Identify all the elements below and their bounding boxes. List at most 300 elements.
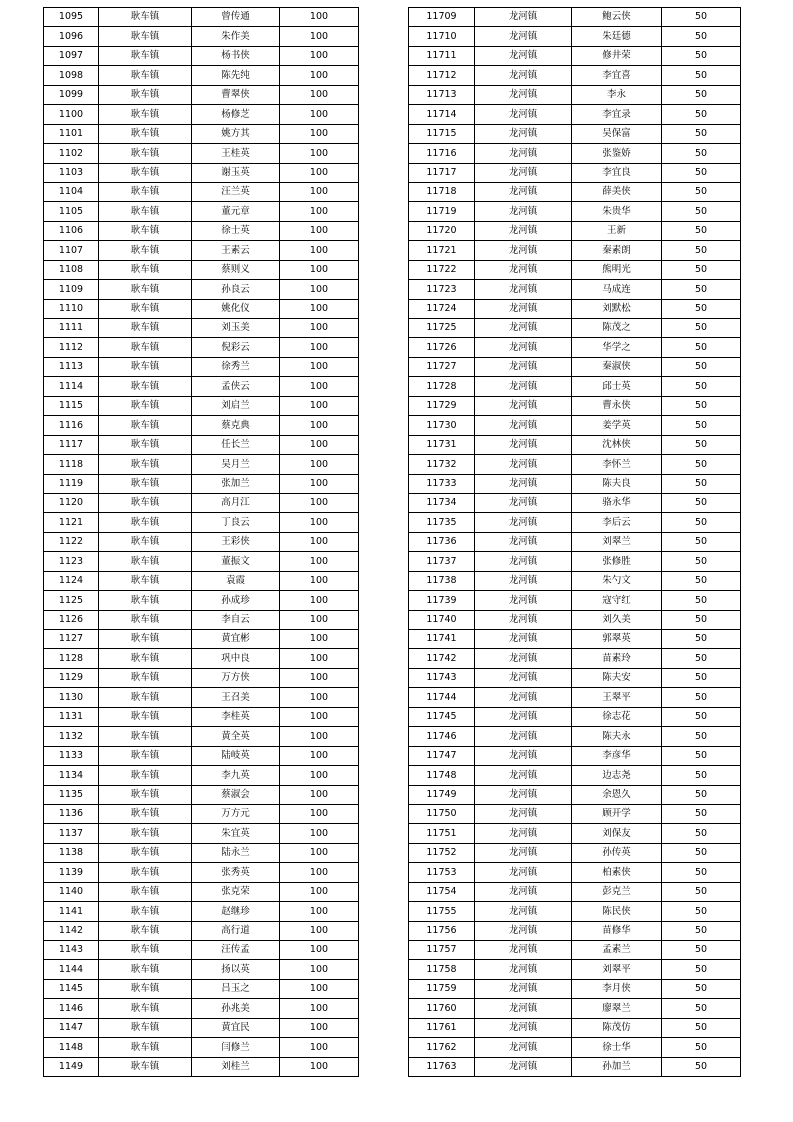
table-row	[44, 66, 359, 85]
town-cell: 龙河镇	[475, 999, 572, 1018]
amount-cell: 50	[662, 280, 741, 299]
name-cell: 修井荣	[572, 46, 662, 65]
amount-cell: 100	[280, 416, 359, 435]
name-cell: 朱廷德	[572, 27, 662, 46]
name-cell: 姜学英	[572, 416, 662, 435]
name-cell: 陈夫安	[572, 668, 662, 687]
name-cell: 华学之	[572, 338, 662, 357]
name-cell: 张鉴娇	[572, 144, 662, 163]
index-cell: 11740	[409, 610, 475, 629]
index-cell: 1117	[44, 435, 99, 454]
name-cell: 陈民侠	[572, 902, 662, 921]
town-cell: 龙河镇	[475, 416, 572, 435]
town-cell: 龙河镇	[475, 610, 572, 629]
table-row	[409, 1018, 741, 1037]
town-cell: 龙河镇	[475, 921, 572, 940]
name-cell: 朱作美	[192, 27, 280, 46]
name-cell: 顾开学	[572, 804, 662, 823]
index-cell: 11729	[409, 396, 475, 415]
table-row	[409, 552, 741, 571]
index-cell: 11714	[409, 105, 475, 124]
amount-cell: 50	[662, 338, 741, 357]
amount-cell: 50	[662, 493, 741, 512]
name-cell: 吴保富	[572, 124, 662, 143]
name-cell: 汪传孟	[192, 941, 280, 960]
amount-cell: 50	[662, 221, 741, 240]
index-cell: 1142	[44, 921, 99, 940]
table-row	[44, 707, 359, 726]
index-cell: 11738	[409, 571, 475, 590]
town-cell: 龙河镇	[475, 979, 572, 998]
name-cell: 吕玉之	[192, 979, 280, 998]
amount-cell: 100	[280, 1018, 359, 1037]
index-cell: 1149	[44, 1057, 99, 1076]
table-row	[409, 688, 741, 707]
table-row	[409, 319, 741, 338]
table-row	[409, 182, 741, 201]
index-cell: 11718	[409, 182, 475, 201]
amount-cell: 100	[280, 960, 359, 979]
name-cell: 李宜喜	[572, 66, 662, 85]
index-cell: 1140	[44, 882, 99, 901]
name-cell: 熊明光	[572, 260, 662, 279]
index-cell: 11723	[409, 280, 475, 299]
town-cell: 龙河镇	[475, 144, 572, 163]
index-cell: 1105	[44, 202, 99, 221]
name-cell: 沈林侠	[572, 435, 662, 454]
town-cell: 龙河镇	[475, 377, 572, 396]
town-cell: 龙河镇	[475, 785, 572, 804]
table-row	[44, 766, 359, 785]
index-cell: 1107	[44, 241, 99, 260]
index-cell: 1108	[44, 260, 99, 279]
index-cell: 1118	[44, 455, 99, 474]
amount-cell: 50	[662, 707, 741, 726]
town-cell: 耿车镇	[99, 746, 192, 765]
amount-cell: 100	[280, 979, 359, 998]
name-cell: 董元章	[192, 202, 280, 221]
name-cell: 彭克兰	[572, 882, 662, 901]
index-cell: 11747	[409, 746, 475, 765]
name-cell: 孟侠云	[192, 377, 280, 396]
table-row	[44, 202, 359, 221]
table-row	[409, 144, 741, 163]
town-cell: 龙河镇	[475, 319, 572, 338]
table-row	[44, 474, 359, 493]
town-cell: 龙河镇	[475, 591, 572, 610]
table-row	[409, 824, 741, 843]
index-cell: 1103	[44, 163, 99, 182]
name-cell: 谢玉英	[192, 163, 280, 182]
town-cell: 龙河镇	[475, 260, 572, 279]
amount-cell: 100	[280, 46, 359, 65]
name-cell: 王翠平	[572, 688, 662, 707]
table-row	[44, 85, 359, 104]
amount-cell: 50	[662, 435, 741, 454]
name-cell: 陈茂仿	[572, 1018, 662, 1037]
amount-cell: 100	[280, 435, 359, 454]
table-row	[44, 27, 359, 46]
table-row	[409, 66, 741, 85]
amount-cell: 100	[280, 941, 359, 960]
table-row	[409, 357, 741, 376]
table-row	[409, 202, 741, 221]
amount-cell: 50	[662, 979, 741, 998]
index-cell: 11742	[409, 649, 475, 668]
index-cell: 11725	[409, 319, 475, 338]
table-row	[44, 377, 359, 396]
amount-cell: 100	[280, 396, 359, 415]
table-row	[44, 843, 359, 862]
amount-cell: 100	[280, 804, 359, 823]
amount-cell: 100	[280, 357, 359, 376]
town-cell: 龙河镇	[475, 455, 572, 474]
town-cell: 龙河镇	[475, 649, 572, 668]
amount-cell: 50	[662, 882, 741, 901]
town-cell: 龙河镇	[475, 941, 572, 960]
left-roster-body	[44, 8, 359, 1077]
name-cell: 吴月兰	[192, 455, 280, 474]
table-row	[44, 863, 359, 882]
index-cell: 1100	[44, 105, 99, 124]
amount-cell: 50	[662, 610, 741, 629]
amount-cell: 50	[662, 668, 741, 687]
amount-cell: 100	[280, 124, 359, 143]
town-cell: 耿车镇	[99, 144, 192, 163]
amount-cell: 100	[280, 902, 359, 921]
amount-cell: 100	[280, 8, 359, 27]
town-cell: 耿车镇	[99, 513, 192, 532]
town-cell: 耿车镇	[99, 649, 192, 668]
town-cell: 龙河镇	[475, 182, 572, 201]
table-row	[44, 124, 359, 143]
town-cell: 耿车镇	[99, 435, 192, 454]
town-cell: 耿车镇	[99, 493, 192, 512]
amount-cell: 50	[662, 416, 741, 435]
town-cell: 耿车镇	[99, 27, 192, 46]
name-cell: 寇守红	[572, 591, 662, 610]
table-row	[44, 746, 359, 765]
name-cell: 李桂英	[192, 707, 280, 726]
left-roster-table	[43, 7, 359, 1077]
name-cell: 朱宜英	[192, 824, 280, 843]
index-cell: 11745	[409, 707, 475, 726]
town-cell: 龙河镇	[475, 804, 572, 823]
table-row	[409, 649, 741, 668]
town-cell: 耿车镇	[99, 182, 192, 201]
index-cell: 11743	[409, 668, 475, 687]
name-cell: 苗修华	[572, 921, 662, 940]
amount-cell: 100	[280, 727, 359, 746]
name-cell: 苗素玲	[572, 649, 662, 668]
name-cell: 蔡克典	[192, 416, 280, 435]
amount-cell: 50	[662, 999, 741, 1018]
amount-cell: 100	[280, 260, 359, 279]
amount-cell: 100	[280, 649, 359, 668]
town-cell: 龙河镇	[475, 843, 572, 862]
name-cell: 李怀兰	[572, 455, 662, 474]
index-cell: 1097	[44, 46, 99, 65]
index-cell: 11761	[409, 1018, 475, 1037]
town-cell: 耿车镇	[99, 630, 192, 649]
table-row	[409, 416, 741, 435]
name-cell: 王桂英	[192, 144, 280, 163]
name-cell: 高行道	[192, 921, 280, 940]
town-cell: 耿车镇	[99, 46, 192, 65]
index-cell: 1112	[44, 338, 99, 357]
name-cell: 陈茂之	[572, 319, 662, 338]
table-row	[409, 46, 741, 65]
index-cell: 1141	[44, 902, 99, 921]
amount-cell: 50	[662, 902, 741, 921]
table-row	[44, 163, 359, 182]
index-cell: 1104	[44, 182, 99, 201]
name-cell: 陈夫永	[572, 727, 662, 746]
town-cell: 龙河镇	[475, 707, 572, 726]
table-row	[409, 843, 741, 862]
index-cell: 11737	[409, 552, 475, 571]
table-row	[409, 396, 741, 415]
amount-cell: 50	[662, 766, 741, 785]
amount-cell: 50	[662, 804, 741, 823]
table-row	[409, 474, 741, 493]
index-cell: 1136	[44, 804, 99, 823]
amount-cell: 50	[662, 1057, 741, 1076]
table-row	[409, 105, 741, 124]
table-row	[409, 241, 741, 260]
name-cell: 孙传英	[572, 843, 662, 862]
amount-cell: 50	[662, 571, 741, 590]
town-cell: 龙河镇	[475, 571, 572, 590]
amount-cell: 100	[280, 144, 359, 163]
table-row	[44, 8, 359, 27]
table-row	[409, 863, 741, 882]
table-row	[409, 493, 741, 512]
index-cell: 11720	[409, 221, 475, 240]
town-cell: 耿车镇	[99, 960, 192, 979]
name-cell: 王召美	[192, 688, 280, 707]
town-cell: 耿车镇	[99, 707, 192, 726]
name-cell: 张加兰	[192, 474, 280, 493]
index-cell: 11746	[409, 727, 475, 746]
table-row	[44, 513, 359, 532]
index-cell: 1121	[44, 513, 99, 532]
name-cell: 柏素侠	[572, 863, 662, 882]
name-cell: 朱贵华	[572, 202, 662, 221]
town-cell: 龙河镇	[475, 280, 572, 299]
index-cell: 11716	[409, 144, 475, 163]
town-cell: 耿车镇	[99, 999, 192, 1018]
town-cell: 耿车镇	[99, 319, 192, 338]
town-cell: 耿车镇	[99, 610, 192, 629]
table-row	[44, 999, 359, 1018]
amount-cell: 100	[280, 319, 359, 338]
table-row	[409, 8, 741, 27]
name-cell: 李自云	[192, 610, 280, 629]
town-cell: 耿车镇	[99, 377, 192, 396]
index-cell: 1095	[44, 8, 99, 27]
amount-cell: 50	[662, 921, 741, 940]
index-cell: 11732	[409, 455, 475, 474]
amount-cell: 50	[662, 843, 741, 862]
amount-cell: 100	[280, 280, 359, 299]
town-cell: 耿车镇	[99, 824, 192, 843]
table-row	[409, 746, 741, 765]
amount-cell: 100	[280, 85, 359, 104]
town-cell: 耿车镇	[99, 979, 192, 998]
table-row	[409, 124, 741, 143]
name-cell: 姚方其	[192, 124, 280, 143]
town-cell: 耿车镇	[99, 357, 192, 376]
index-cell: 11727	[409, 357, 475, 376]
name-cell: 刘桂兰	[192, 1057, 280, 1076]
amount-cell: 50	[662, 260, 741, 279]
index-cell: 1120	[44, 493, 99, 512]
name-cell: 刘保友	[572, 824, 662, 843]
name-cell: 骆永华	[572, 493, 662, 512]
name-cell: 汪兰英	[192, 182, 280, 201]
amount-cell: 100	[280, 163, 359, 182]
index-cell: 11756	[409, 921, 475, 940]
name-cell: 王素云	[192, 241, 280, 260]
index-cell: 11753	[409, 863, 475, 882]
amount-cell: 100	[280, 921, 359, 940]
index-cell: 1126	[44, 610, 99, 629]
index-cell: 11744	[409, 688, 475, 707]
amount-cell: 50	[662, 746, 741, 765]
town-cell: 耿车镇	[99, 124, 192, 143]
index-cell: 11724	[409, 299, 475, 318]
index-cell: 11755	[409, 902, 475, 921]
table-row	[44, 455, 359, 474]
name-cell: 杨书侠	[192, 46, 280, 65]
table-row	[409, 999, 741, 1018]
amount-cell: 100	[280, 552, 359, 571]
amount-cell: 50	[662, 202, 741, 221]
name-cell: 陈先纯	[192, 66, 280, 85]
town-cell: 耿车镇	[99, 688, 192, 707]
town-cell: 耿车镇	[99, 163, 192, 182]
amount-cell: 50	[662, 941, 741, 960]
name-cell: 孙兆美	[192, 999, 280, 1018]
amount-cell: 50	[662, 649, 741, 668]
index-cell: 1101	[44, 124, 99, 143]
name-cell: 徐志花	[572, 707, 662, 726]
town-cell: 耿车镇	[99, 1038, 192, 1057]
town-cell: 耿车镇	[99, 105, 192, 124]
name-cell: 李九英	[192, 766, 280, 785]
index-cell: 11719	[409, 202, 475, 221]
town-cell: 耿车镇	[99, 241, 192, 260]
table-row	[409, 571, 741, 590]
town-cell: 龙河镇	[475, 124, 572, 143]
amount-cell: 50	[662, 357, 741, 376]
town-cell: 龙河镇	[475, 163, 572, 182]
amount-cell: 50	[662, 85, 741, 104]
amount-cell: 100	[280, 377, 359, 396]
index-cell: 1134	[44, 766, 99, 785]
amount-cell: 50	[662, 552, 741, 571]
index-cell: 11715	[409, 124, 475, 143]
index-cell: 1098	[44, 66, 99, 85]
amount-cell: 50	[662, 727, 741, 746]
amount-cell: 100	[280, 27, 359, 46]
index-cell: 11712	[409, 66, 475, 85]
index-cell: 11713	[409, 85, 475, 104]
name-cell: 刘玉美	[192, 319, 280, 338]
name-cell: 万方侠	[192, 668, 280, 687]
table-row	[44, 591, 359, 610]
town-cell: 耿车镇	[99, 921, 192, 940]
town-cell: 龙河镇	[475, 474, 572, 493]
index-cell: 1144	[44, 960, 99, 979]
amount-cell: 100	[280, 299, 359, 318]
index-cell: 11711	[409, 46, 475, 65]
name-cell: 杨修芝	[192, 105, 280, 124]
index-cell: 11709	[409, 8, 475, 27]
table-row	[44, 532, 359, 551]
amount-cell: 100	[280, 241, 359, 260]
town-cell: 耿车镇	[99, 85, 192, 104]
index-cell: 1129	[44, 668, 99, 687]
index-cell: 11752	[409, 843, 475, 862]
name-cell: 陆岐英	[192, 746, 280, 765]
name-cell: 孟素兰	[572, 941, 662, 960]
town-cell: 龙河镇	[475, 824, 572, 843]
table-row	[409, 532, 741, 551]
town-cell: 耿车镇	[99, 882, 192, 901]
town-cell: 耿车镇	[99, 260, 192, 279]
index-cell: 11739	[409, 591, 475, 610]
amount-cell: 100	[280, 766, 359, 785]
town-cell: 龙河镇	[475, 396, 572, 415]
name-cell: 任长兰	[192, 435, 280, 454]
name-cell: 秦淑侠	[572, 357, 662, 376]
table-row	[409, 902, 741, 921]
name-cell: 李宜良	[572, 163, 662, 182]
index-cell: 11748	[409, 766, 475, 785]
name-cell: 李月侠	[572, 979, 662, 998]
amount-cell: 50	[662, 105, 741, 124]
town-cell: 耿车镇	[99, 804, 192, 823]
right-roster-table	[408, 7, 741, 1077]
index-cell: 1111	[44, 319, 99, 338]
town-cell: 耿车镇	[99, 902, 192, 921]
index-cell: 1099	[44, 85, 99, 104]
town-cell: 龙河镇	[475, 552, 572, 571]
index-cell: 11736	[409, 532, 475, 551]
amount-cell: 100	[280, 999, 359, 1018]
name-cell: 丁良云	[192, 513, 280, 532]
table-row	[44, 649, 359, 668]
amount-cell: 50	[662, 396, 741, 415]
town-cell: 耿车镇	[99, 571, 192, 590]
amount-cell: 100	[280, 66, 359, 85]
amount-cell: 100	[280, 105, 359, 124]
amount-cell: 100	[280, 182, 359, 201]
index-cell: 1138	[44, 843, 99, 862]
table-row	[44, 396, 359, 415]
amount-cell: 100	[280, 863, 359, 882]
table-row	[409, 960, 741, 979]
table-row	[44, 941, 359, 960]
index-cell: 1146	[44, 999, 99, 1018]
amount-cell: 100	[280, 202, 359, 221]
index-cell: 1113	[44, 357, 99, 376]
index-cell: 11710	[409, 27, 475, 46]
name-cell: 刘翠平	[572, 960, 662, 979]
index-cell: 11754	[409, 882, 475, 901]
